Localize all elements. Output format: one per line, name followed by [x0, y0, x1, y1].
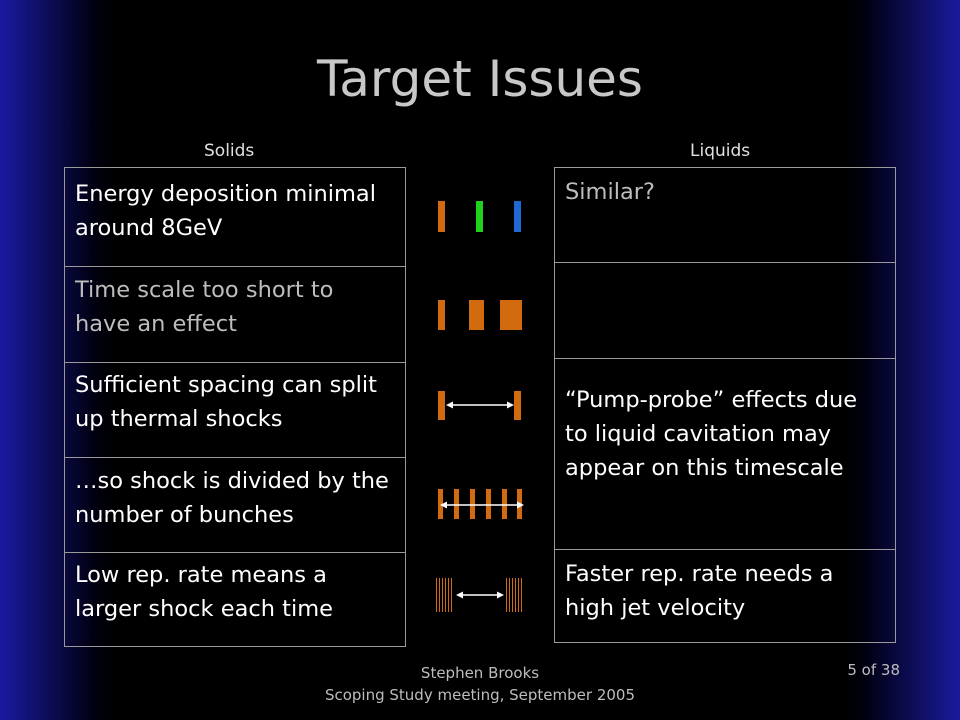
page-number: 5 of 38 [847, 661, 900, 679]
solids-row-2: Time scale too short to have an effect [65, 266, 405, 341]
narrow-bunch-bar [438, 300, 445, 330]
rep-rate-arrow-icon [456, 590, 504, 600]
solids-header: Solids [204, 141, 255, 161]
hatched-bunch-group-right [506, 578, 524, 612]
liquids-row-2 [555, 262, 895, 358]
solids-row-4: …so shock is divided by the number of bunches [65, 457, 405, 532]
solids-table [64, 167, 406, 647]
blue-bunch-bar [514, 201, 521, 232]
solids-row-5: Low rep. rate means a larger shock each time [65, 552, 405, 626]
left-bunch-bar [438, 391, 445, 420]
hatched-bunch-group-left [436, 578, 454, 612]
liquids-header: Liquids [690, 141, 751, 161]
solids-row-3: Sufficient spacing can split up thermal shocks [65, 362, 405, 436]
slide-title: Target Issues [317, 50, 643, 108]
liquids-row-4: Faster rep. rate needs a high jet velocity [555, 549, 895, 625]
liquids-row-3: “Pump-probe” effects due to liquid cavitation may appear on this timescale [555, 358, 895, 485]
right-bunch-bar [514, 391, 521, 420]
medium-bunch-bar [469, 300, 484, 330]
footer-author: Stephen Brooks [420, 664, 540, 682]
solids-row-1: Energy deposition minimal around 8GeV [75, 181, 376, 241]
liquids-table [554, 167, 896, 643]
green-bunch-bar [476, 201, 483, 232]
footer-event: Scoping Study meeting, September 2005 [324, 686, 636, 704]
liquids-row-1: Similar? [565, 179, 655, 205]
orange-bunch-bar [438, 201, 445, 232]
wide-bunch-bar [500, 300, 522, 330]
train-arrow-icon [440, 500, 524, 510]
spacing-arrow-icon [446, 400, 514, 410]
